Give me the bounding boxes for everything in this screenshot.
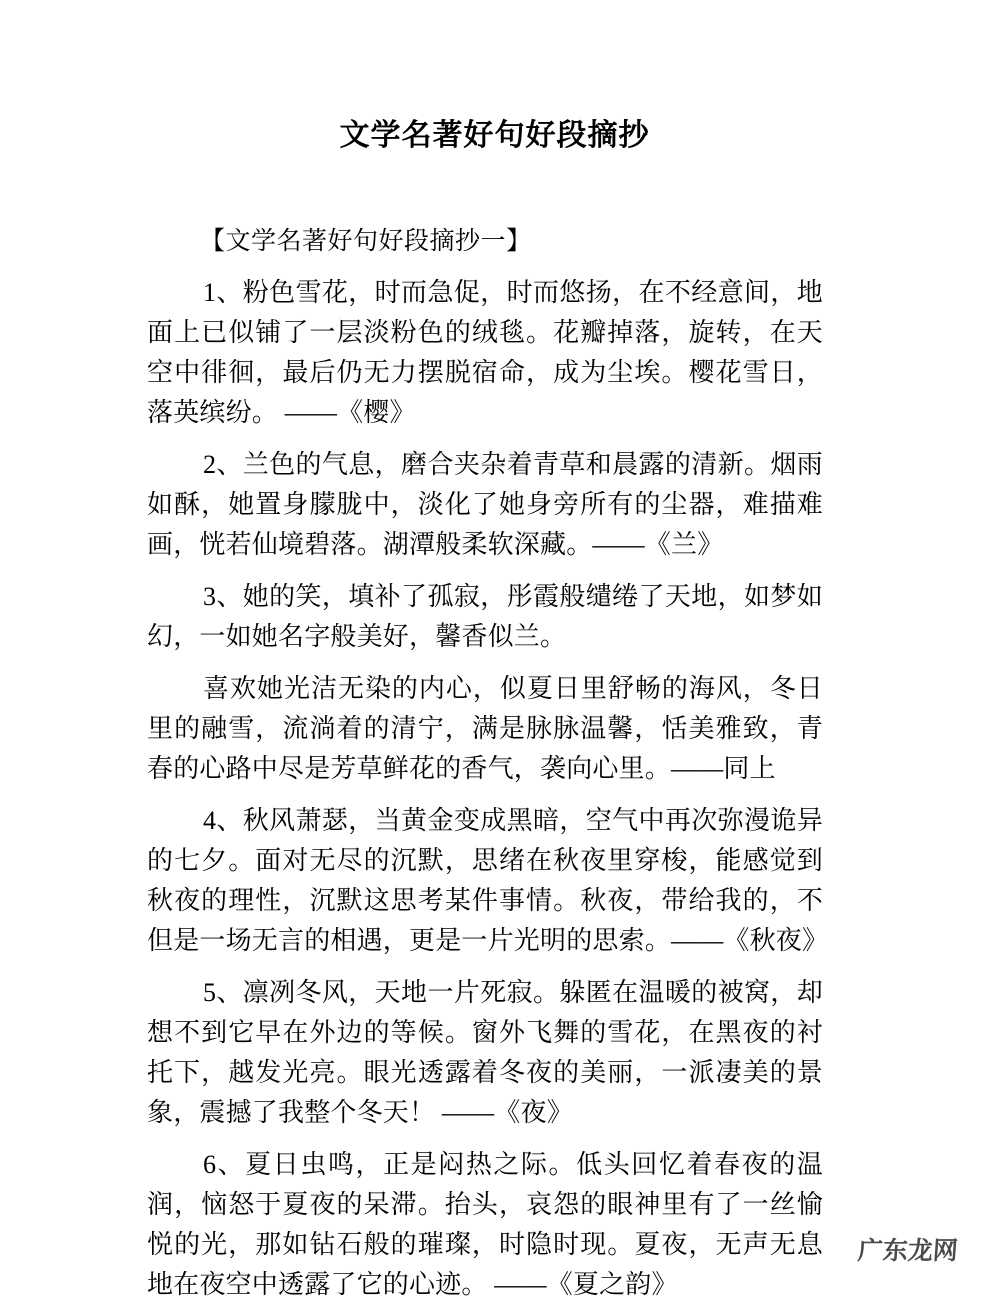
paragraph-4: 喜欢她光洁无染的内心，似夏日里舒畅的海风，冬日里的融雪，流淌着的清宁，满是脉脉温馨，恬美雅致，青春的心路中尽是芳草鲜花的香气，袭向心里。——同上: [147, 674, 823, 783]
document-body: [147, 222, 829, 1305]
site-watermark: 广东龙网: [856, 1237, 959, 1265]
paragraph-3: 3、她的笑，填补了孤寂，彤霞般缱绻了天地，如梦如幻，一如她名字般美好，馨香似兰。: [147, 582, 823, 651]
paragraph-6: 5、凛冽冬风，天地一片死寂。躲匿在温暖的被窝，却想不到它早在外边的等候。窗外飞舞的雪花，在黑夜的衬托下，越发光亮。眼光透露着冬夜的美丽，一派凄美的景象，震撼了我整个冬天！ ——《夜》: [147, 978, 823, 1127]
paragraph-2: 2、兰色的气息，磨合夹杂着青草和晨露的清新。烟雨如酥，她置身朦胧中，淡化了她身旁所有的尘器，难描难画，恍若仙境碧落。湖潭般柔软深藏。——《兰》: [147, 450, 823, 559]
paragraph-1: 1、粉色雪花，时而急促，时而悠扬，在不经意间，地面上已似铺了一层淡粉色的绒毯。花瓣掉落，旋转，在天空中徘徊，最后仍无力摆脱宿命，成为尘埃。樱花雪日，落英缤纷。 ——《樱》: [147, 278, 823, 427]
section-heading: 【文学名著好句好段摘抄一】: [200, 228, 532, 255]
paragraph-5: 4、秋风萧瑟，当黄金变成黑暗，空气中再次弥漫诡异的七夕。面对无尽的沉默，思绪在秋夜里穿梭，能感觉到秋夜的理性，沉默这思考某件事情。秋夜，带给我的，不但是一场无言的相遇，更是一片光明的思索。——《秋夜》: [147, 806, 829, 955]
paragraph-7: 6、夏日虫鸣，正是闷热之际。低头回忆着春夜的温润，恼怒于夏夜的呆滞。抬头，哀怨的眼神里有了一丝愉悦的光，那如钻石般的璀璨，时隐时现。夏夜，无声无息地在夜空中透露了它的心迹。 ——《夏之韵》: [147, 1150, 823, 1299]
page-title: 文学名著好句好段摘抄: [339, 119, 650, 152]
